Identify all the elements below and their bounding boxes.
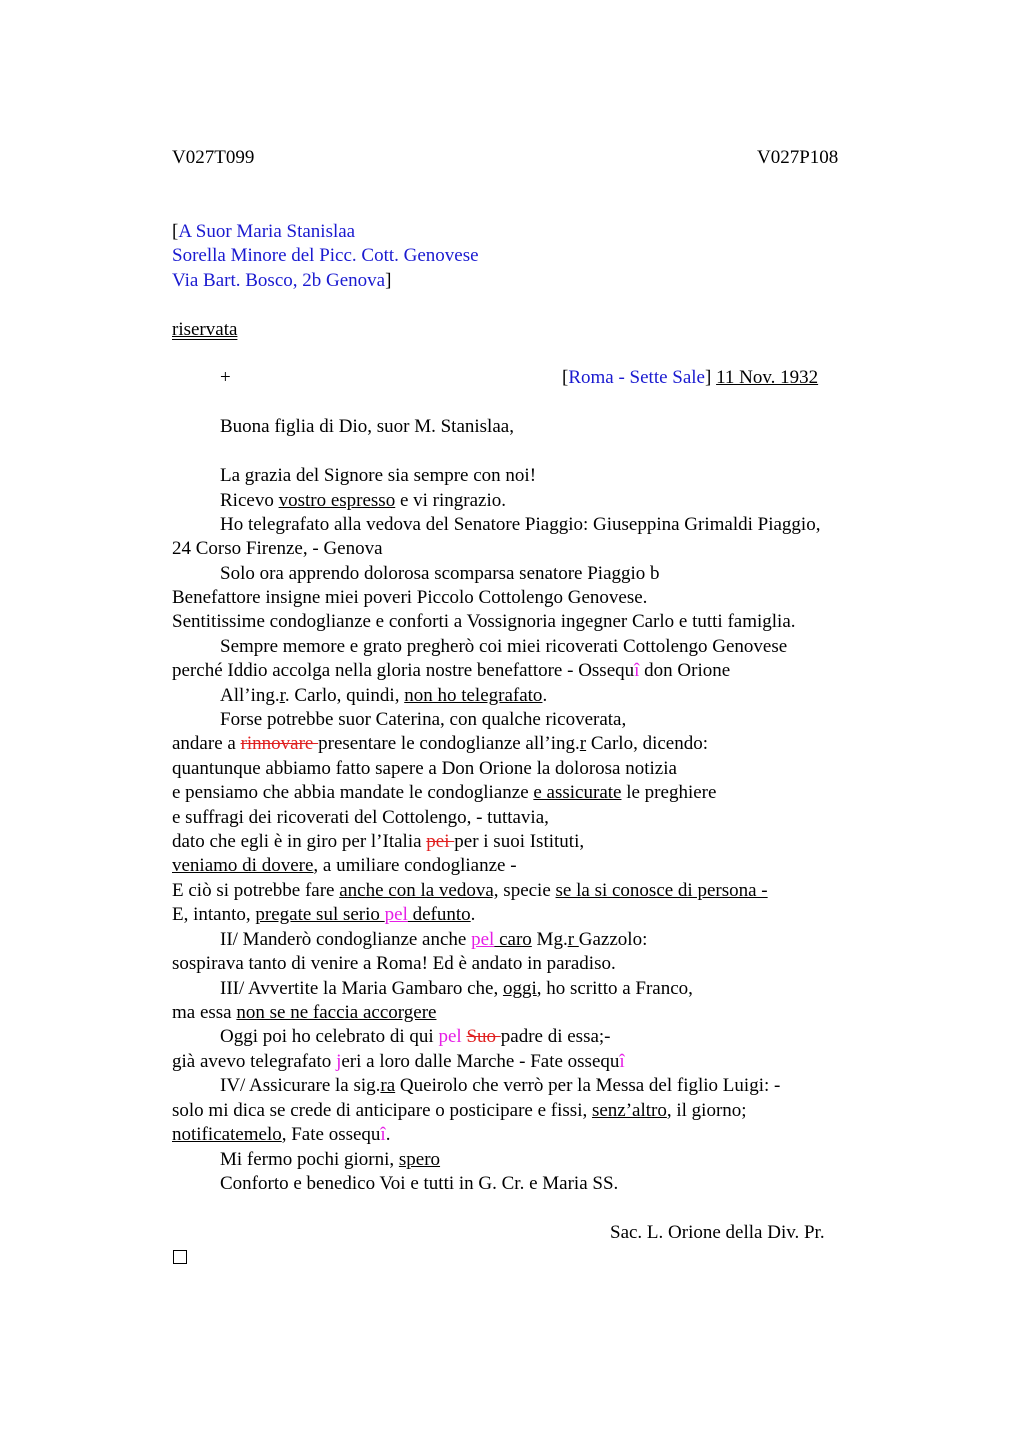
text-line: Benefattore insigne miei poveri Piccolo Cottolengo Genovese.: [172, 587, 648, 608]
text-line: e suffragi dei ricoverati del Cottolengo, - tuttavia,: [172, 807, 549, 828]
right-code: V027P108: [757, 147, 839, 168]
text-line: sospirava tanto di venire a Roma! Ed è andato in paradiso.: [172, 953, 616, 974]
text-line: E, intanto, pregate sul serio pel defunto.: [172, 904, 476, 925]
address-line-2: Sorella Minore del Picc. Cott. Genovese: [172, 245, 479, 266]
address-line-1: [A Suor Maria Stanislaa: [172, 221, 356, 242]
text-line: perché Iddio accolga nella gloria nostre benefattore - Ossequî don Orione: [172, 660, 731, 681]
checkbox-square-icon: [173, 1250, 187, 1264]
text-line: Solo ora apprendo dolorosa scomparsa senatore Piaggio b: [220, 563, 660, 584]
text-line: IV/ Assicurare la sig.ra Queirolo che verrò per la Messa del figlio Luigi: -: [220, 1075, 781, 1096]
cross-mark: +: [220, 367, 231, 388]
text-line: II/ Manderò condoglianze anche pel caro Mg.r Gazzolo:: [220, 929, 648, 950]
left-code: V027T099: [172, 147, 255, 168]
greeting: Buona figlia di Dio, suor M. Stanislaa,: [220, 416, 514, 437]
text-line: andare a rinnovare presentare le condoglianze all’ing.r Carlo, dicendo:: [172, 733, 709, 754]
text-line: notificatemelo, Fate ossequî.: [172, 1124, 391, 1145]
text-line: Mi fermo pochi giorni, spero: [220, 1149, 441, 1170]
text-line: ma essa non se ne faccia accorgere: [172, 1002, 437, 1023]
text-line: veniamo di dovere, a umiliare condoglianze -: [172, 855, 517, 876]
signature: Sac. L. Orione della Div. Pr.: [610, 1222, 825, 1243]
text-line: Conforto e benedico Voi e tutti in G. Cr. e Maria SS.: [220, 1173, 619, 1194]
text-line: III/ Avvertite la Maria Gambaro che, oggi, ho scritto a Franco,: [220, 978, 693, 999]
text-line: quantunque abbiamo fatto sapere a Don Orione la dolorosa notizia: [172, 758, 677, 779]
text-line: E ciò si potrebbe fare anche con la vedova, specie se la si conosce di persona -: [172, 880, 768, 901]
text-line: e pensiamo che abbia mandate le condoglianze e assicurate le preghiere: [172, 782, 717, 803]
text-line: solo mi dica se crede di anticipare o posticipare e fissi, senz’altro, il giorno;: [172, 1100, 747, 1121]
riservata-label: riservata: [172, 319, 238, 340]
text-line: La grazia del Signore sia sempre con noi!: [220, 465, 537, 486]
text-line: Ricevo vostro espresso e vi ringrazio.: [220, 490, 507, 511]
text-line: dato che egli è in giro per l’Italia pei per i suoi Istituti,: [172, 831, 585, 852]
text-line: All’ing.r. Carlo, quindi, non ho telegrafato.: [220, 685, 548, 706]
text-line: già avevo telegrafato jeri a loro dalle Marche - Fate ossequî: [172, 1051, 625, 1072]
text-line: Sentitissime condoglianze e conforti a Vossignoria ingegner Carlo e tutti famiglia.: [172, 611, 796, 632]
place-date: [Roma - Sette Sale] 11 Nov. 1932: [562, 367, 819, 388]
text-line: Forse potrebbe suor Caterina, con qualche ricoverata,: [220, 709, 627, 730]
address-line-3: Via Bart. Bosco, 2b Genova]: [172, 270, 392, 291]
text-line: Sempre memore e grato pregherò coi miei ricoverati Cottolengo Genovese: [220, 636, 788, 657]
text-line: Oggi poi ho celebrato di qui pel Suo padre di essa;-: [220, 1026, 611, 1047]
text-line: 24 Corso Firenze, - Genova: [172, 538, 383, 559]
text-line: Ho telegrafato alla vedova del Senatore Piaggio: Giuseppina Grimaldi Piaggio,: [220, 514, 821, 535]
